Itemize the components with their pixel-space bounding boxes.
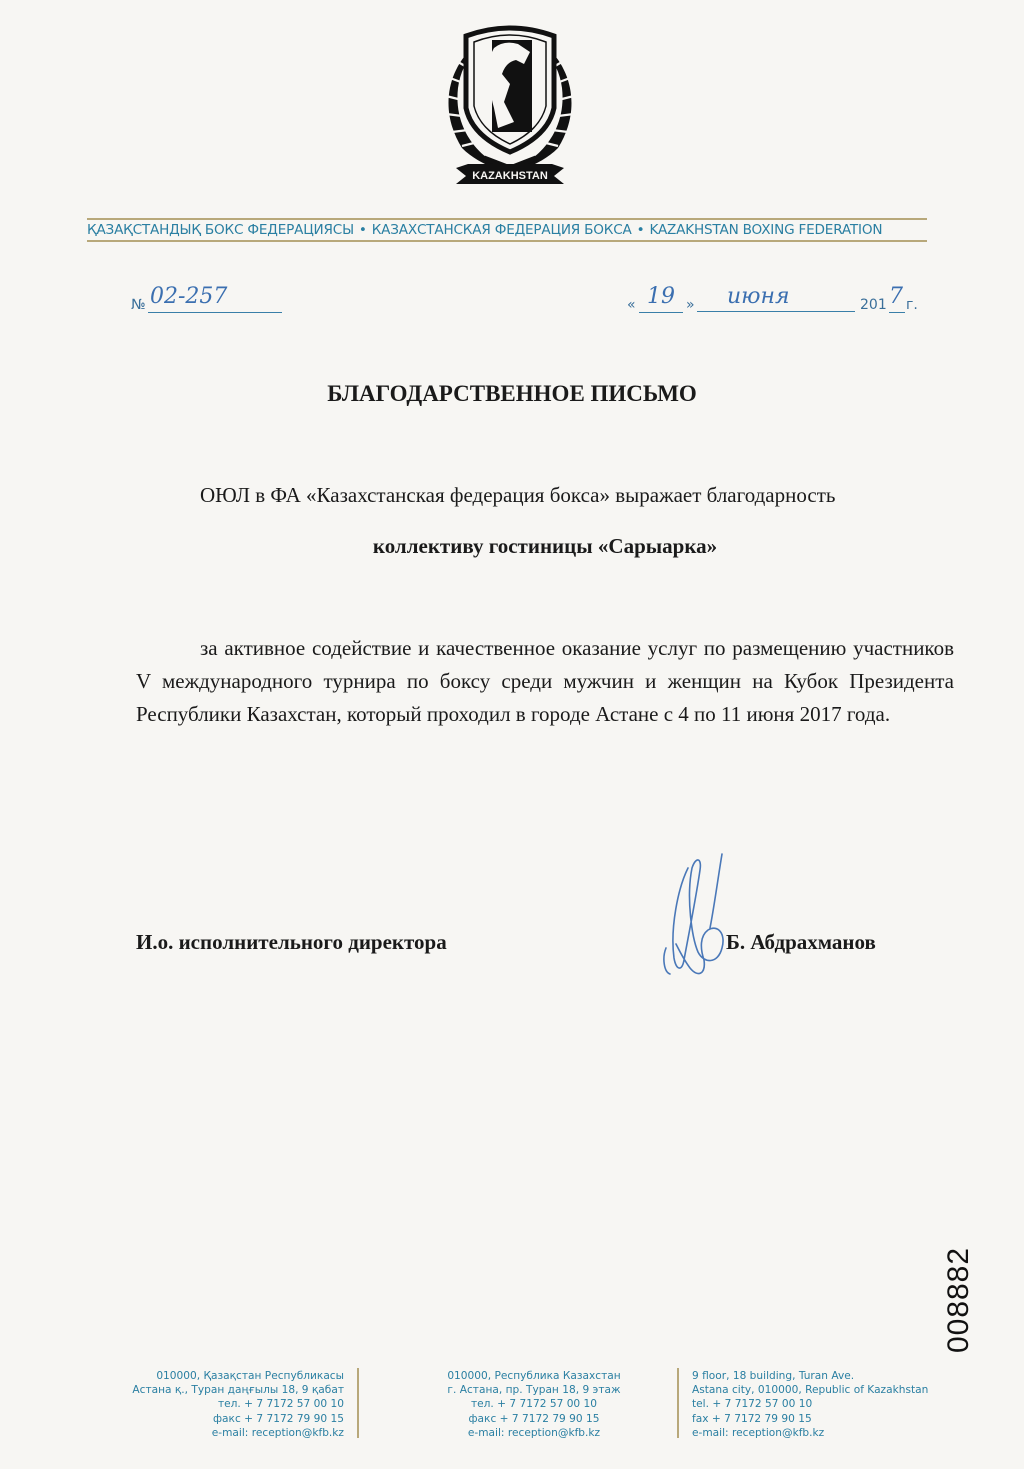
reference-number-value: 02-257 bbox=[148, 284, 282, 313]
letterhead-name-kz: ҚАЗАҚСТАНДЫҚ БОКС ФЕДЕРАЦИЯСЫ bbox=[87, 222, 354, 238]
footer-fax: факс + 7 7172 79 90 15 bbox=[468, 1412, 600, 1425]
emblem-icon bbox=[432, 18, 588, 188]
intro-paragraph: ОЮЛ в ФА «Казахстанская федерация бокса» выражает благодарность bbox=[200, 483, 836, 507]
date-year-handwritten: 7 bbox=[889, 284, 905, 313]
signatory-position: И.о. исполнительного директора bbox=[136, 930, 447, 954]
date-day: 19 bbox=[639, 284, 683, 313]
footer-fax: факс + 7 7172 79 90 15 bbox=[213, 1412, 344, 1425]
letterhead-separator: • bbox=[636, 222, 645, 238]
footer-divider bbox=[677, 1368, 679, 1438]
letterhead-name-en: KAZAKHSTAN BOXING FEDERATION bbox=[649, 222, 883, 238]
date-year-prefix: 201 bbox=[860, 297, 887, 313]
footer-line: 9 floor, 18 building, Turan Ave. bbox=[692, 1370, 855, 1382]
letterhead-title bbox=[87, 220, 927, 240]
date-quote-close: » bbox=[686, 297, 695, 313]
serial-number bbox=[924, 1240, 994, 1360]
federation-logo bbox=[432, 18, 588, 188]
footer-line: 010000, Республика Казахстан bbox=[447, 1370, 621, 1382]
letter-title: БЛАГОДАРСТВЕННОЕ ПИСЬМО bbox=[327, 381, 697, 406]
date-suffix: г. bbox=[906, 297, 918, 313]
footer-address-ru bbox=[420, 1369, 648, 1440]
reference-number-label: № bbox=[131, 297, 146, 313]
date-month: июня bbox=[697, 284, 855, 312]
footer-line: г. Астана, пр. Туран 18, 9 этаж bbox=[447, 1384, 621, 1397]
logo-text: KAZAKHSTAN bbox=[472, 170, 548, 182]
footer-phone: тел. + 7 7172 57 00 10 bbox=[217, 1398, 344, 1411]
footer-address-en bbox=[692, 1369, 952, 1440]
signature-icon bbox=[648, 848, 738, 983]
footer-fax: fax + 7 7172 79 90 15 bbox=[692, 1412, 812, 1425]
date-quote-open: « bbox=[627, 297, 636, 313]
footer-line: Astana city, 010000, Republic of Kazakhstan bbox=[692, 1384, 929, 1397]
footer-divider bbox=[357, 1368, 359, 1438]
footer-phone: тел. + 7 7172 57 00 10 bbox=[470, 1398, 598, 1411]
footer-phone: tel. + 7 7172 57 00 10 bbox=[692, 1398, 813, 1411]
footer-email: e-mail: reception@kfb.kz bbox=[692, 1426, 825, 1439]
recipient: коллективу гостиницы «Сарыарка» bbox=[372, 534, 718, 558]
footer-address-kz bbox=[120, 1369, 344, 1440]
body-paragraph: за активное содействие и качественное оказание услуг по размещению участников V международного турнира по боксу среди мужчин и женщин на Кубок Президента Республики Казахстан, который проходил в городе Астане с 4 по 11 июня 2017 года. bbox=[136, 636, 954, 726]
footer-line: 010000, Қазақстан Республикасы bbox=[156, 1370, 344, 1382]
handwritten-signature bbox=[648, 848, 738, 983]
serial-number-text: 008882 bbox=[942, 1246, 975, 1354]
footer-email: e-mail: reception@kfb.kz bbox=[211, 1426, 344, 1439]
letterhead-rule-bottom bbox=[87, 240, 927, 242]
footer-email: e-mail: reception@kfb.kz bbox=[467, 1426, 601, 1439]
letterhead-separator: • bbox=[358, 222, 367, 238]
footer-line: Астана қ., Туран даңғылы 18, 9 қабат bbox=[132, 1384, 344, 1397]
signatory-name: Б. Абдрахманов bbox=[726, 930, 876, 954]
letterhead-name-ru: КАЗАХСТАНСКАЯ ФЕДЕРАЦИЯ БОКСА bbox=[371, 222, 632, 238]
